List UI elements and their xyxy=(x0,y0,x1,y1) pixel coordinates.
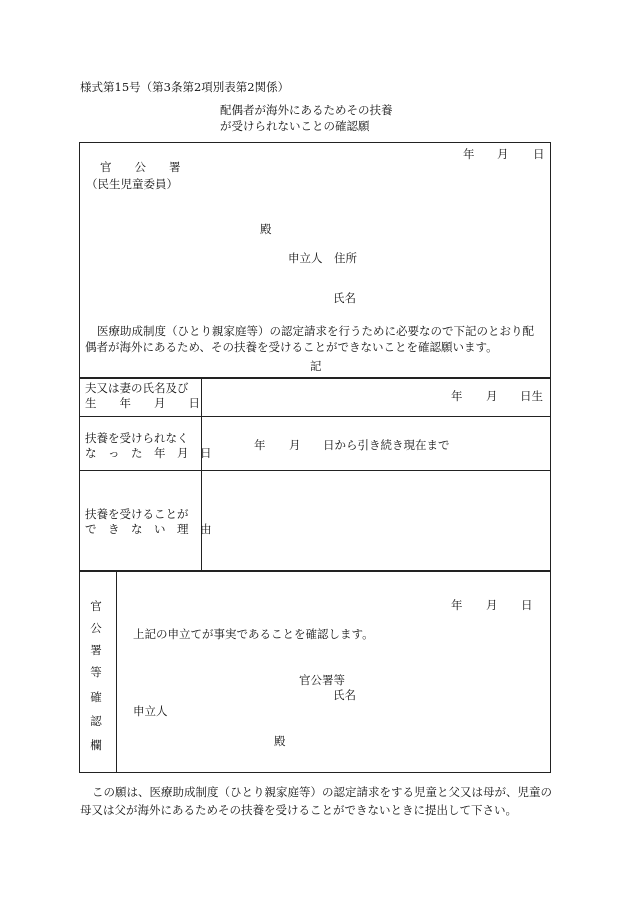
footer-note: この願は、医療助成制度（ひとり親家庭等）の認定請求をする児童と父又は母が、児童の母又は父が海外にあるためその扶養を受けることができないときに提出して下さい。 xyxy=(80,785,552,817)
ki-mark: 記 xyxy=(310,359,322,373)
vertical-label-char: 公 xyxy=(90,621,102,635)
row1-label-line1: 夫又は妻の氏名及び xyxy=(85,381,189,395)
table-column-divider xyxy=(201,378,202,571)
row2-month: 月 xyxy=(289,438,301,452)
vertical-label-char: 署 xyxy=(90,643,102,657)
confirm-date-day: 日 xyxy=(521,598,533,612)
row1-label-line2: 生 年 月 日 xyxy=(85,396,200,410)
row1-year: 年 xyxy=(451,389,463,403)
row1-month: 月 xyxy=(486,389,498,403)
document-title-line1: 配偶者が海外にあるためその扶養 xyxy=(220,103,393,117)
addressee-office: 官 公 署 xyxy=(100,160,181,174)
addressee-welfare-commissioner: （民生児童委員） xyxy=(86,177,178,191)
vertical-label-char: 認 xyxy=(90,714,102,728)
request-date-month: 月 xyxy=(497,147,509,161)
confirm-statement: 上記の申立てが事実であることを確認します。 xyxy=(133,627,374,641)
row2-label-line2: な っ た 年 月 日 xyxy=(85,446,212,460)
row3-label-line2: で き な い 理 由 xyxy=(85,522,212,536)
request-date-day: 日 xyxy=(533,147,545,161)
row1-day-born: 日生 xyxy=(520,389,543,403)
vertical-label-char: 等 xyxy=(90,665,102,679)
vertical-label-char: 確 xyxy=(90,690,102,704)
office-label: 官公署等 xyxy=(299,673,345,687)
row3-label-line1: 扶養を受けることが xyxy=(85,507,189,521)
table-row-divider xyxy=(79,470,551,471)
document-title-line2: が受けられないことの確認願 xyxy=(220,119,370,133)
applicant-address-label: 申立人 住所 xyxy=(288,251,357,265)
confirmation-box xyxy=(79,571,551,773)
form-number: 様式第15号（第3条第2項別表第2関係） xyxy=(80,80,290,94)
confirm-honorific: 殿 xyxy=(274,734,286,748)
request-body-text: 医療助成制度（ひとり親家庭等）の認定請求を行うために必要なので下記のとおり配偶者が海外にあるため、その扶養を受けることができないことを確認願います。 xyxy=(85,324,534,354)
office-name-label: 氏名 xyxy=(333,688,356,702)
vertical-label-char: 欄 xyxy=(90,738,102,752)
confirm-applicant-label: 申立人 xyxy=(133,704,168,718)
vertical-label-char: 官 xyxy=(90,599,102,613)
row2-label-line1: 扶養を受けられなく xyxy=(85,431,189,445)
table-row-divider xyxy=(79,416,551,417)
row2-year: 年 xyxy=(254,438,266,452)
row2-continuing-text: 日から引き続き現在まで xyxy=(323,438,450,452)
request-date-year: 年 xyxy=(463,147,475,161)
confirm-date-year: 年 xyxy=(451,598,463,612)
confirmation-column-divider xyxy=(116,571,117,773)
addressee-honorific: 殿 xyxy=(260,222,272,236)
confirm-date-month: 月 xyxy=(486,598,498,612)
applicant-name-label: 氏名 xyxy=(333,291,356,305)
